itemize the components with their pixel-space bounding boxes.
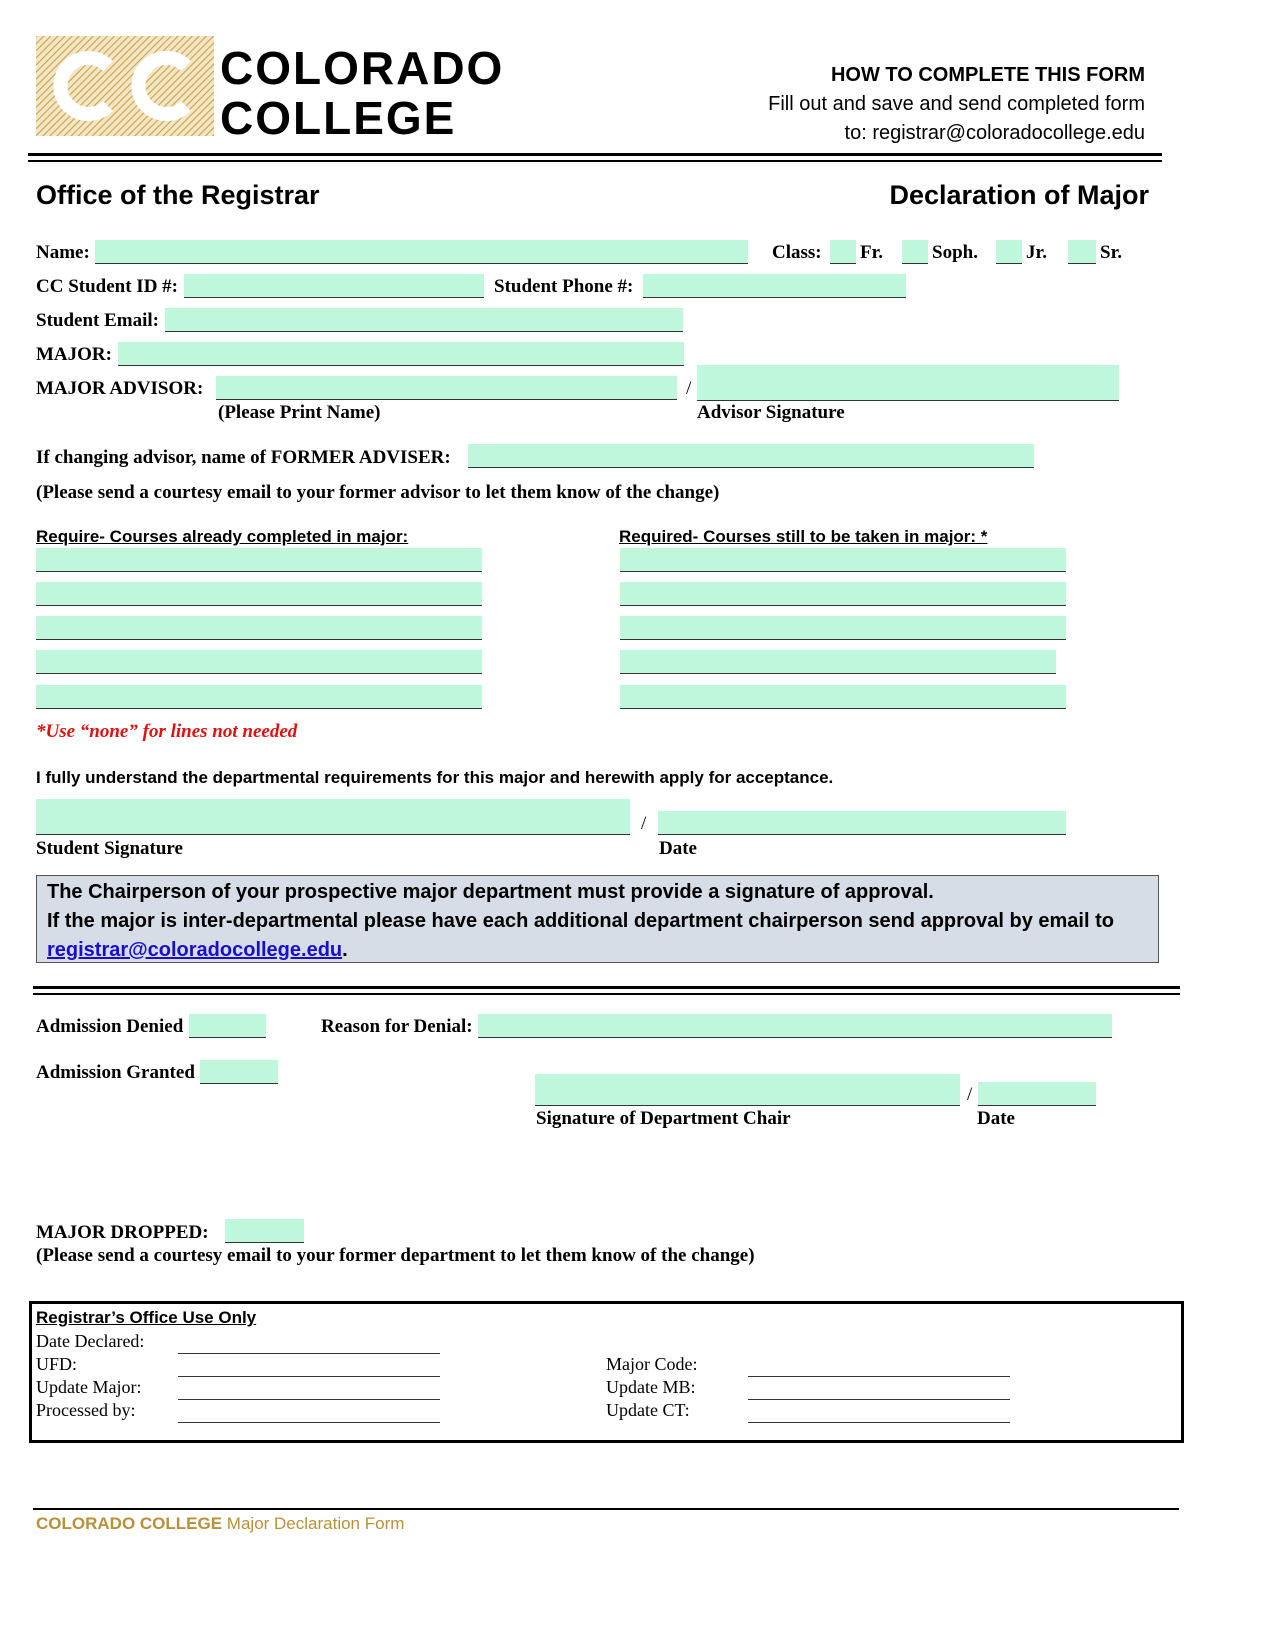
department-divider-thin — [33, 993, 1180, 995]
completed-course-1[interactable] — [36, 548, 482, 572]
remaining-courses-heading-b: Courses still to be taken in major: * — [703, 527, 988, 546]
office-title: Office of the Registrar — [36, 180, 320, 210]
former-advisor-label: If changing advisor, name of FORMER ADVISER: — [36, 447, 451, 468]
remaining-course-2[interactable] — [620, 582, 1066, 606]
notice-period: . — [342, 939, 348, 961]
cc-monogram-icon — [36, 36, 214, 136]
remaining-course-3[interactable] — [620, 616, 1066, 640]
denial-reason-field[interactable] — [478, 1014, 1112, 1038]
student-email-label: Student Email: — [36, 310, 159, 331]
major-code-label: Major Code: — [606, 1354, 698, 1374]
chair-signature-label: Signature of Department Chair — [536, 1108, 791, 1129]
completed-course-5[interactable] — [36, 685, 482, 709]
name-field[interactable] — [95, 240, 748, 264]
instructions-title: HOW TO COMPLETE THIS FORM — [830, 64, 1145, 86]
none-note: *Use “none” for lines not needed — [36, 721, 298, 742]
chair-date-label: Date — [977, 1108, 1015, 1129]
completed-course-4[interactable] — [36, 650, 482, 674]
update-major-label: Update Major: — [36, 1377, 142, 1397]
class-soph-box[interactable] — [902, 240, 928, 264]
student-date-label: Date — [659, 838, 697, 859]
header-divider-thin — [28, 160, 1162, 162]
admission-denied-field[interactable] — [189, 1014, 266, 1038]
class-fr-label: Fr. — [860, 242, 884, 263]
instructions-line1: Fill out and save and send completed form — [768, 93, 1145, 115]
chair-slash: / — [967, 1084, 973, 1105]
registrar-box-title: Registrar’s Office Use Only — [36, 1308, 257, 1327]
former-advisor-note: (Please send a courtesy email to your former advisor to let them know of the change) — [36, 482, 720, 503]
college-logo — [36, 36, 214, 136]
footer-form-name: Major Declaration Form — [226, 1514, 405, 1533]
admission-granted-label: Admission Granted — [36, 1062, 195, 1083]
major-advisor-name-field[interactable] — [216, 376, 677, 400]
denial-reason-label: Reason for Denial: — [321, 1016, 473, 1037]
notice-line1: The Chairperson of your prospective major department must provide a signature of approval. — [47, 881, 934, 903]
major-code-line[interactable] — [748, 1356, 1010, 1377]
agreement-statement: I fully understand the departmental requirements for this major and herewith apply for acceptance. — [36, 768, 834, 787]
completed-courses-heading: Require- Courses already completed in major: — [36, 527, 409, 546]
student-id-field[interactable] — [184, 274, 484, 298]
processed-by-label: Processed by: — [36, 1400, 136, 1420]
footer-brand: COLORADO COLLEGE — [36, 1514, 223, 1533]
remaining-course-5[interactable] — [620, 685, 1066, 709]
major-dropped-note: (Please send a courtesy email to your former department to let them know of the change) — [36, 1245, 755, 1266]
header-divider — [28, 153, 1162, 156]
instructions-line2: to: registrar@coloradocollege.edu — [844, 122, 1145, 144]
admission-denied-label: Admission Denied — [36, 1016, 184, 1037]
advisor-slash: / — [686, 378, 692, 399]
notice-line3 — [47, 936, 1148, 965]
remaining-course-1[interactable] — [620, 548, 1066, 572]
class-sr-label: Sr. — [1100, 242, 1123, 263]
update-mb-line[interactable] — [748, 1379, 1010, 1400]
major-dropped-field[interactable] — [225, 1219, 304, 1243]
completed-course-2[interactable] — [36, 582, 482, 606]
student-signature-label: Student Signature — [36, 838, 183, 859]
major-label: MAJOR: — [36, 344, 112, 365]
footer-text — [36, 1514, 404, 1534]
update-ct-label: Update CT: — [606, 1400, 690, 1420]
date-declared-label: Date Declared: — [36, 1331, 145, 1351]
update-major-line[interactable] — [178, 1379, 440, 1400]
major-dropped-label: MAJOR DROPPED: — [36, 1222, 209, 1243]
class-jr-box[interactable] — [996, 240, 1022, 264]
student-date-field[interactable] — [658, 811, 1066, 835]
processed-by-line[interactable] — [178, 1402, 440, 1423]
department-divider — [33, 986, 1180, 989]
former-advisor-field[interactable] — [468, 444, 1034, 468]
class-fr-box[interactable] — [830, 240, 856, 264]
remaining-course-4[interactable] — [620, 650, 1056, 674]
form-title: Declaration of Major — [889, 180, 1149, 210]
major-advisor-label: MAJOR ADVISOR: — [36, 378, 204, 399]
admission-granted-field[interactable] — [200, 1060, 278, 1084]
registrar-email-link[interactable]: registrar@coloradocollege.edu — [47, 939, 343, 961]
brand-name-line1: COLORADO — [220, 42, 505, 94]
update-mb-label: Update MB: — [606, 1377, 696, 1397]
advisor-print-note: (Please Print Name) — [218, 402, 381, 423]
notice-line2: If the major is inter-departmental please have each additional department chairperson send approval by email to — [47, 910, 1114, 932]
student-id-label: CC Student ID #: — [36, 276, 178, 297]
brand-name-line2: COLLEGE — [220, 92, 457, 144]
ufd-label: UFD: — [36, 1354, 78, 1374]
date-declared-line[interactable] — [178, 1333, 440, 1354]
major-field[interactable] — [118, 342, 684, 366]
ufd-line[interactable] — [178, 1356, 440, 1377]
advisor-signature-field[interactable] — [697, 365, 1119, 401]
advisor-signature-label: Advisor Signature — [697, 402, 845, 423]
class-label: Class: — [772, 242, 822, 263]
chair-signature-field[interactable] — [535, 1074, 960, 1106]
student-phone-label: Student Phone #: — [494, 276, 634, 297]
remaining-courses-heading — [619, 527, 987, 547]
remaining-courses-heading-a: Required- — [619, 527, 699, 546]
class-jr-label: Jr. — [1026, 242, 1047, 263]
completed-course-3[interactable] — [36, 616, 482, 640]
class-sr-box[interactable] — [1068, 240, 1096, 264]
class-soph-label: Soph. — [932, 242, 978, 263]
student-email-field[interactable] — [165, 308, 683, 332]
chair-date-field[interactable] — [978, 1082, 1096, 1106]
signature-slash: / — [641, 813, 647, 834]
footer-divider — [33, 1508, 1179, 1510]
chairperson-notice — [36, 875, 1159, 963]
student-signature-field[interactable] — [36, 799, 630, 835]
name-label: Name: — [36, 242, 90, 263]
update-ct-line[interactable] — [748, 1402, 1010, 1423]
student-phone-field[interactable] — [643, 274, 906, 298]
